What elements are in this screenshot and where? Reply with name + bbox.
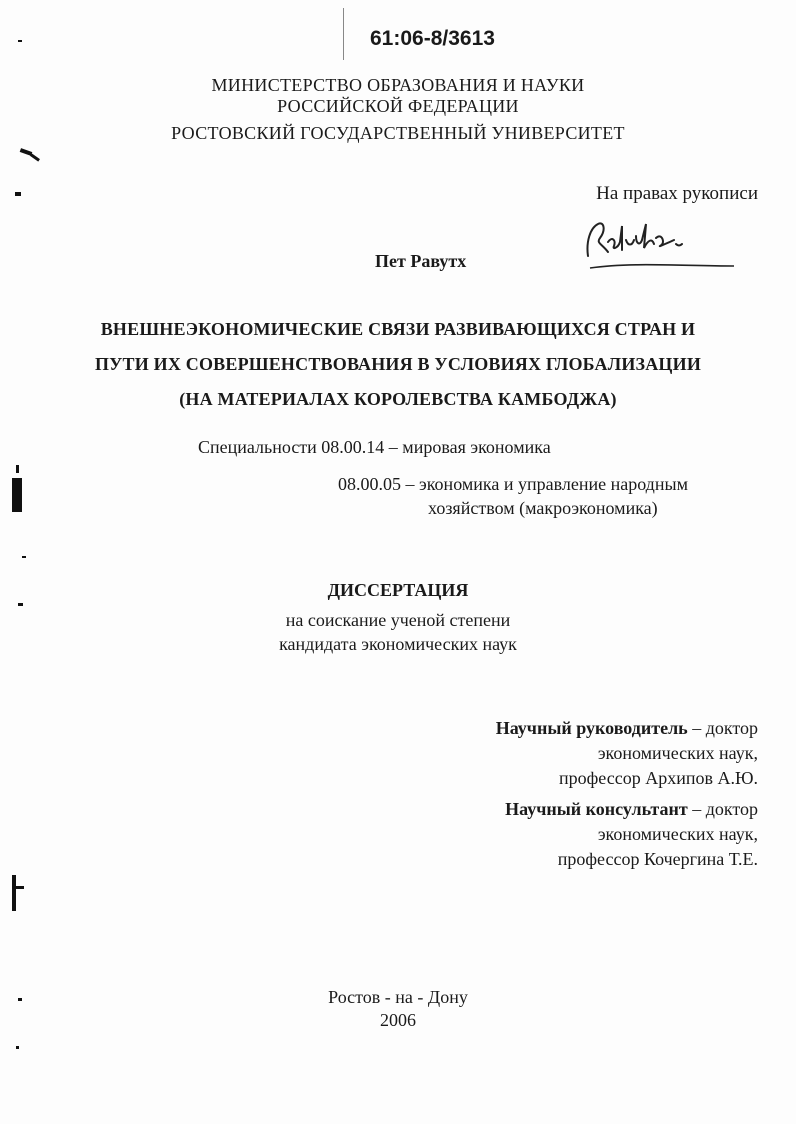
ministry-header (0, 75, 796, 117)
margin-mark (30, 153, 40, 161)
supervisor-line-2: экономических наук, (597, 743, 758, 763)
university-name: РОСТОВСКИЙ ГОСУДАРСТВЕННЫЙ УНИВЕРСИТЕТ (171, 123, 625, 143)
consultant-block (505, 797, 758, 872)
dissertation-heading: ДИССЕРТАЦИЯ (327, 580, 469, 600)
margin-mark (15, 192, 21, 196)
specialty-line-2: 08.00.05 – экономика и управление народным (338, 474, 688, 494)
margin-mark (16, 465, 19, 473)
dissertation-title (0, 312, 796, 417)
margin-mark (12, 875, 16, 911)
supervisor-line-3: профессор Архипов А.Ю. (559, 768, 758, 788)
scan-vertical-line (343, 8, 344, 60)
author-name: Пет Равутх (375, 251, 467, 271)
consultant-role: Научный консультант (505, 799, 688, 819)
consultant-degree-1: – доктор (692, 799, 758, 819)
specialty-line-1: Специальности 08.00.14 – мировая экономика (198, 437, 551, 457)
margin-mark (22, 556, 26, 558)
city: Ростов - на - Дону (328, 987, 468, 1007)
supervisor-degree-1: – доктор (692, 718, 758, 738)
supervisor-block (496, 716, 758, 791)
consultant-line-3: профессор Кочергина Т.Е. (557, 849, 758, 869)
consultant-line-2: экономических наук, (597, 824, 758, 844)
rights-note: На правах рукописи (596, 183, 758, 204)
title-line-3: (НА МАТЕРИАЛАХ КОРОЛЕВСТВА КАМБОДЖА) (179, 389, 617, 409)
consultant-line-1 (505, 797, 758, 822)
margin-mark (12, 478, 22, 512)
margin-mark (18, 603, 23, 606)
margin-mark (16, 1046, 19, 1049)
degree-line-2: кандидата экономических наук (279, 634, 517, 654)
document-code: 61:06-8/3613 (370, 27, 495, 50)
signature-image (582, 212, 742, 278)
year: 2006 (380, 1010, 416, 1030)
margin-mark (18, 40, 22, 42)
supervisor-role: Научный руководитель (495, 718, 688, 738)
ministry-line-2: РОССИЙСКОЙ ФЕДЕРАЦИИ (277, 96, 519, 116)
title-line-1: ВНЕШНЕЭКОНОМИЧЕСКИЕ СВЯЗИ РАЗВИВАЮЩИХСЯ СТРАН И (100, 319, 696, 339)
ministry-line-1: МИНИСТЕРСТВО ОБРАЗОВАНИЯ И НАУКИ (211, 75, 585, 95)
supervisor-line-1 (496, 716, 758, 741)
footer (0, 986, 796, 1032)
degree-line-1: на соискание ученой степени (285, 610, 511, 630)
specialty-line-3: хозяйством (макроэкономика) (428, 498, 658, 518)
title-line-2: ПУТИ ИХ СОВЕРШЕНСТВОВАНИЯ В УСЛОВИЯХ ГЛОБАЛИЗАЦИИ (94, 354, 702, 374)
degree-statement (0, 608, 796, 656)
margin-mark (16, 886, 24, 889)
